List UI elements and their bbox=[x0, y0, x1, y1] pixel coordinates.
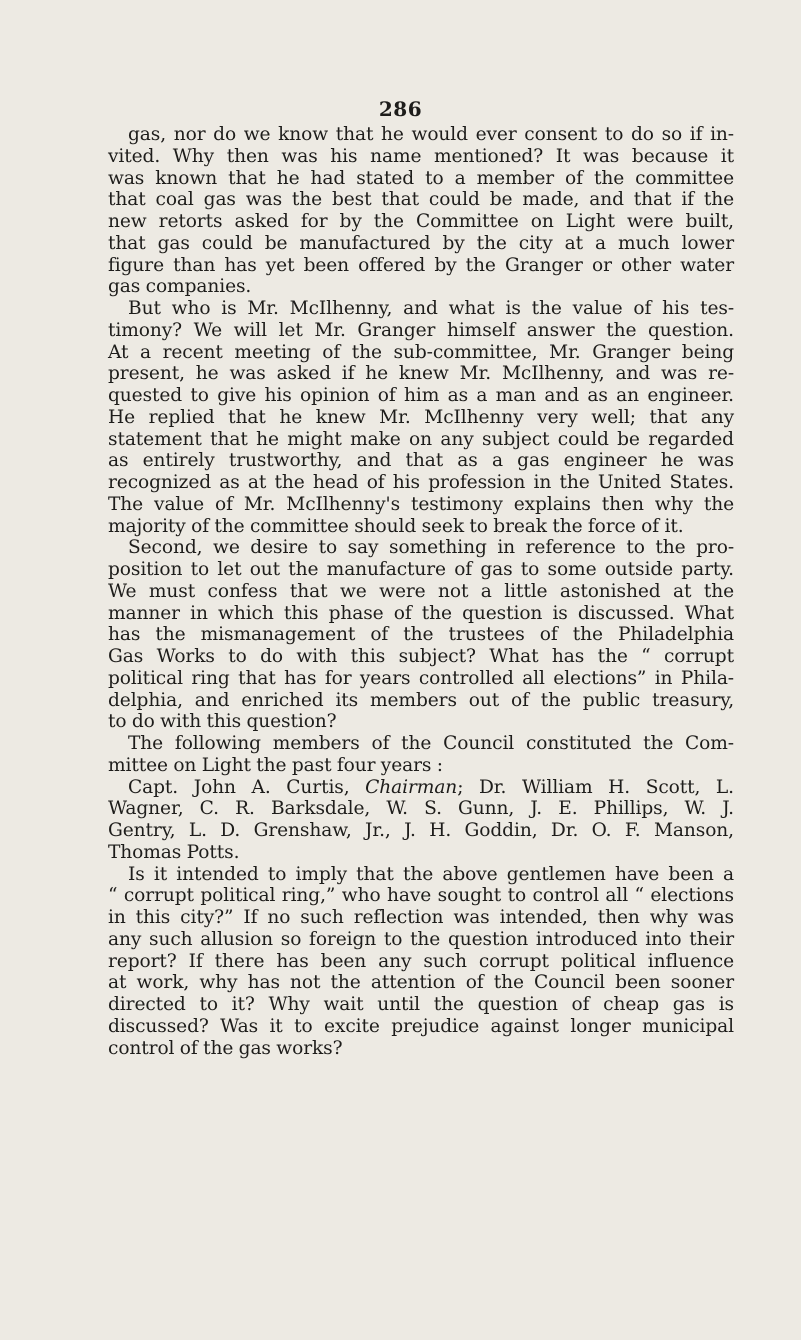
text-line: At a recent meeting of the sub-committee, Mr. Granger being bbox=[108, 341, 734, 363]
text-line: gas, nor do we know that he would ever consent to do so if in- bbox=[128, 124, 734, 145]
text-line: Second, we desire to say something in reference to the pro- bbox=[128, 537, 734, 559]
text-line: figure than has yet been offered by the Granger or other water bbox=[108, 254, 734, 276]
paragraph bbox=[108, 298, 734, 537]
text-line: majority of the committee should seek to break the force of it. bbox=[108, 515, 684, 537]
text-line: vited. Why then was his name mentioned? It was because it bbox=[108, 145, 734, 167]
paragraph bbox=[108, 537, 734, 733]
body-text bbox=[108, 124, 734, 1059]
text-line: gas companies. bbox=[108, 276, 252, 298]
text-line: He replied that he knew Mr. McIlhenny very well; that any bbox=[108, 406, 734, 428]
text-line: The following members of the Council constituted the Com- bbox=[128, 733, 734, 754]
text-line: delphia, and enriched its members out of the public treasury, bbox=[108, 689, 734, 711]
text-line: The value of Mr. McIlhenny's testimony explains then why the bbox=[108, 493, 734, 515]
text-line: present, he was asked if he knew Mr. McIlhenny, and was re- bbox=[108, 363, 734, 385]
text-line: at work, why has not the attention of the Council been sooner bbox=[108, 972, 734, 994]
text-line: discussed? Was it to excite prejudice against longer municipal bbox=[108, 1015, 734, 1037]
text-line: Thomas Potts. bbox=[108, 841, 240, 863]
text-line: in this city?” If no such reflection was intended, then why was bbox=[108, 907, 734, 928]
text-line: was known that he had stated to a member of the committee bbox=[108, 167, 734, 189]
text-line: directed to it? Why wait until the question of cheap gas is bbox=[108, 994, 734, 1015]
paragraph bbox=[108, 864, 734, 1060]
italic-word: Chairman bbox=[365, 776, 458, 798]
text-line: control of the gas works? bbox=[108, 1037, 343, 1059]
paragraph bbox=[108, 777, 734, 864]
text-line: We must confess that we were not a little astonished at the bbox=[108, 580, 734, 602]
text-line: manner in which this phase of the question is discussed. What bbox=[108, 602, 734, 624]
paragraph bbox=[108, 124, 734, 298]
text-line: mittee on Light the past four years : bbox=[108, 754, 443, 776]
text-line: as entirely trustworthy, and that as a gas engineer he was bbox=[108, 450, 734, 472]
text-line: position to let out the manufacture of gas to some outside party. bbox=[108, 559, 734, 580]
text-line: to do with this question? bbox=[108, 711, 337, 733]
text-line: has the mismanagement of the trustees of the Philadelphia bbox=[108, 624, 734, 646]
text-line: new retorts asked for by the Committee on Light were built, bbox=[108, 211, 734, 232]
text-line: Capt. John A. Curtis, Chairman; Dr. William H. Scott, L. bbox=[128, 776, 734, 798]
text-line: Gentry, L. D. Grenshaw, Jr., J. H. Goddin, Dr. O. F. Manson, bbox=[108, 820, 734, 841]
text-line: report? If there has been any such corrupt political influence bbox=[108, 950, 734, 972]
text-line: that coal gas was the best that could be made, and that if the bbox=[108, 189, 734, 211]
text-line: that gas could be manufactured by the city at a much lower bbox=[108, 232, 734, 254]
text-line: quested to give his opinion of him as a man and as an engineer. bbox=[108, 385, 734, 406]
text-line: political ring that has for years controlled all elections” in Phila- bbox=[108, 667, 734, 689]
text-line: timony? We will let Mr. Granger himself answer the question. bbox=[108, 319, 734, 341]
text-line: “ corrupt political ring,” who have sought to control all “ elections bbox=[108, 885, 734, 907]
text-line: But who is Mr. McIlhenny, and what is the value of his tes- bbox=[128, 298, 734, 319]
text-line: recognized as at the head of his profession in the United States. bbox=[108, 472, 734, 493]
page-number: 286 bbox=[378, 97, 423, 121]
text-line: any such allusion so foreign to the question introduced into their bbox=[108, 928, 734, 950]
paragraph bbox=[108, 733, 734, 777]
text-line: Wagner, C. R. Barksdale, W. S. Gunn, J. E. Phillips, W. J. bbox=[108, 798, 734, 820]
text-line: Is it intended to imply that the above gentlemen have been a bbox=[128, 863, 734, 885]
text-line: Gas Works to do with this subject? What has the “ corrupt bbox=[108, 646, 734, 667]
text-line: statement that he might make on any subject could be regarded bbox=[108, 428, 734, 450]
